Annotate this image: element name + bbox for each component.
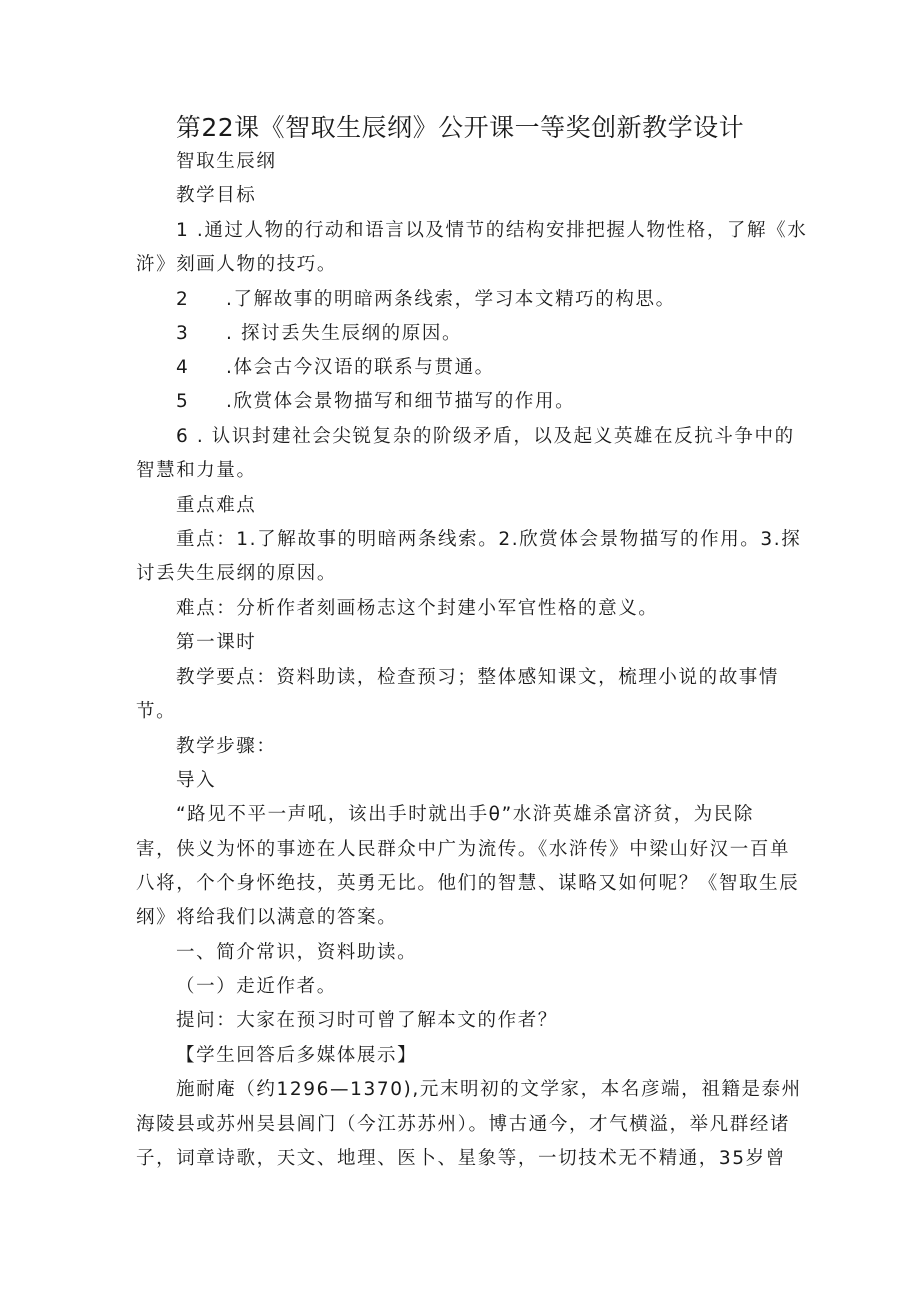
- objective-4-text: .体会古今汉语的联系与贯通。: [226, 357, 495, 378]
- objective-2-text: .了解故事的明暗两条线索，学习本文精巧的构思。: [226, 289, 676, 310]
- objective-5-text: .欣赏体会景物描写和细节描写的作用。: [226, 391, 576, 412]
- key-points-line-1: 重点：1.了解故事的明暗两条线索。2.欣赏体会景物描写的作用。3.探: [176, 529, 802, 550]
- objective-5: [176, 390, 575, 414]
- objective-5-number: 5: [176, 391, 190, 412]
- intro-paragraph-line-1: “路见不平一声吼，该出手时就出手θ”水浒英雄杀富济贫，为民除: [176, 804, 754, 825]
- author-paragraph-line-3: 子，词章诗歌，天文、地理、医卜、星象等，一切技术无不精通，35岁曾: [136, 1148, 786, 1169]
- intro-heading: 导入: [176, 770, 217, 791]
- document-title: 第22课《智取生辰纲》公开课一等奖创新教学设计: [175, 113, 745, 142]
- teaching-points-line-2: 节。: [136, 701, 177, 722]
- objectives-heading: 教学目标: [176, 185, 257, 206]
- objective-2-number: 2: [176, 289, 190, 310]
- question-line: 提问：大家在预习时可曾了解本文的作者？: [176, 1010, 558, 1031]
- intro-paragraph-line-3: 八将，个个身怀绝技，英勇无比。他们的智慧、谋略又如何呢？《智取生辰: [136, 873, 800, 894]
- subsection-author: （一）走近作者。: [176, 976, 337, 997]
- subtitle: 智取生辰纲: [176, 151, 277, 172]
- objective-1-line-2: 浒》刻画人物的技巧。: [136, 254, 338, 275]
- key-points-heading: 重点难点: [176, 495, 257, 516]
- objective-3-number: 3: [176, 323, 190, 344]
- intro-paragraph-line-4: 纲》将给我们以满意的答案。: [136, 907, 398, 928]
- teaching-steps-heading: 教学步骤：: [176, 736, 277, 757]
- media-note: 【学生回答后多媒体展示】: [176, 1045, 418, 1066]
- lesson-one-heading: 第一课时: [176, 632, 257, 653]
- key-points-line-2: 讨丢失生辰纲的原因。: [136, 563, 338, 584]
- difficult-points: 难点：分析作者刻画杨志这个封建小军官性格的意义。: [176, 598, 659, 619]
- objective-4-number: 4: [176, 357, 190, 378]
- objective-1-line-1: 1 .通过人物的行动和语言以及情节的结构安排把握人物性格，了解《水: [176, 220, 808, 241]
- objective-3-text: . 探讨丢失生辰纲的原因。: [226, 323, 463, 344]
- intro-paragraph-line-2: 害，侠义为怀的事迹在人民群众中广为流传。《水浒传》中梁山好汉一百单: [136, 839, 791, 860]
- teaching-points-line-1: 教学要点：资料助读，检查预习；整体感知课文，梳理小说的故事情: [176, 667, 780, 688]
- objective-2: [176, 288, 676, 312]
- objective-3: [176, 322, 462, 346]
- section-one-heading: 一、简介常识，资料助读。: [176, 942, 418, 963]
- objective-4: [176, 356, 495, 380]
- objective-6-line-1: 6 . 认识封建社会尖锐复杂的阶级矛盾，以及起义英雄在反抗斗争中的: [176, 426, 795, 447]
- objective-6-line-2: 智慧和力量。: [136, 460, 257, 481]
- author-paragraph-line-2: 海陵县或苏州吴县阊门（今江苏苏州）。博古通今，才气横溢，举凡群经诸: [136, 1114, 791, 1135]
- author-paragraph-line-1: 施耐庵（约1296—1370),元末明初的文学家，本名彦端，祖籍是泰州: [176, 1079, 802, 1100]
